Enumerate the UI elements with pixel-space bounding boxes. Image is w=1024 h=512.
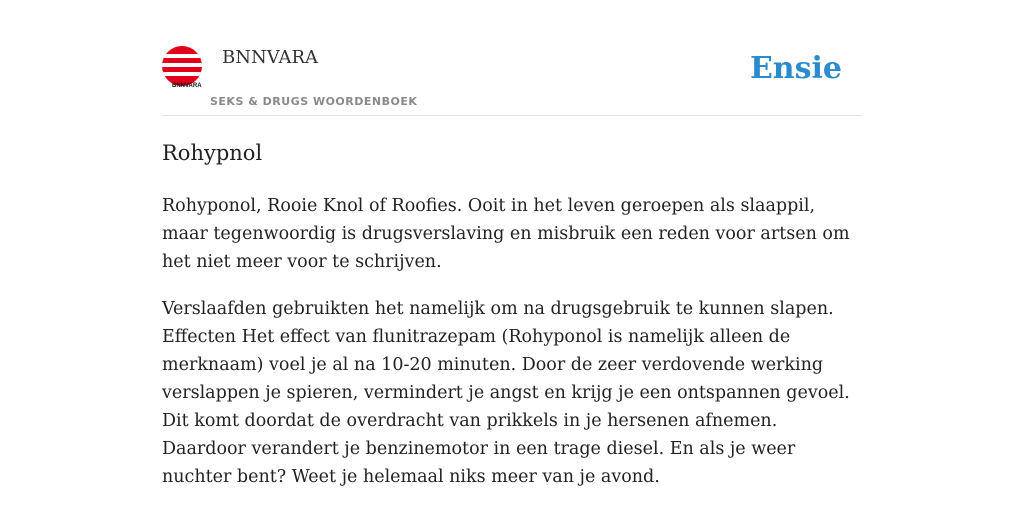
entry-paragraph: Rohyponol, Rooie Knol of Roofies. Ooit in het leven geroepen als slaappil, maar tegenwoordig is drugsverslaving en misbruik een reden voor artsen om het niet meer voor te schrijven. — [162, 196, 850, 272]
header — [162, 0, 862, 116]
ensie-logo[interactable]: Ensie — [749, 51, 842, 86]
dictionary-subtitle[interactable]: SEKS & DRUGS WOORDENBOEK — [210, 95, 418, 108]
entry-body — [162, 192, 862, 510]
entry-title: Rohypnol — [162, 141, 263, 165]
brand-name[interactable]: BNNVARA — [222, 47, 319, 68]
logo-label: BNNVARA — [172, 83, 202, 89]
entry-paragraph: Verslaafden gebruikten het namelijk om na drugsgebruik te kunnen slapen. Effecten Het effect van flunitrazepam (Rohyponol is namelijk alleen de merknaam) voel je al na 10-20 minuten. Door de zeer verdovende werking verslappen je spieren, vermindert je angst en krijg je een ontspannen gevoel. Dit komt doordat de overdracht van prikkels in je hersenen afnemen. Daardoor verandert je benzinemotor in een trage diesel. En als je weer nuchter bent? Weet je helemaal niks meer van je avond. — [162, 299, 850, 487]
